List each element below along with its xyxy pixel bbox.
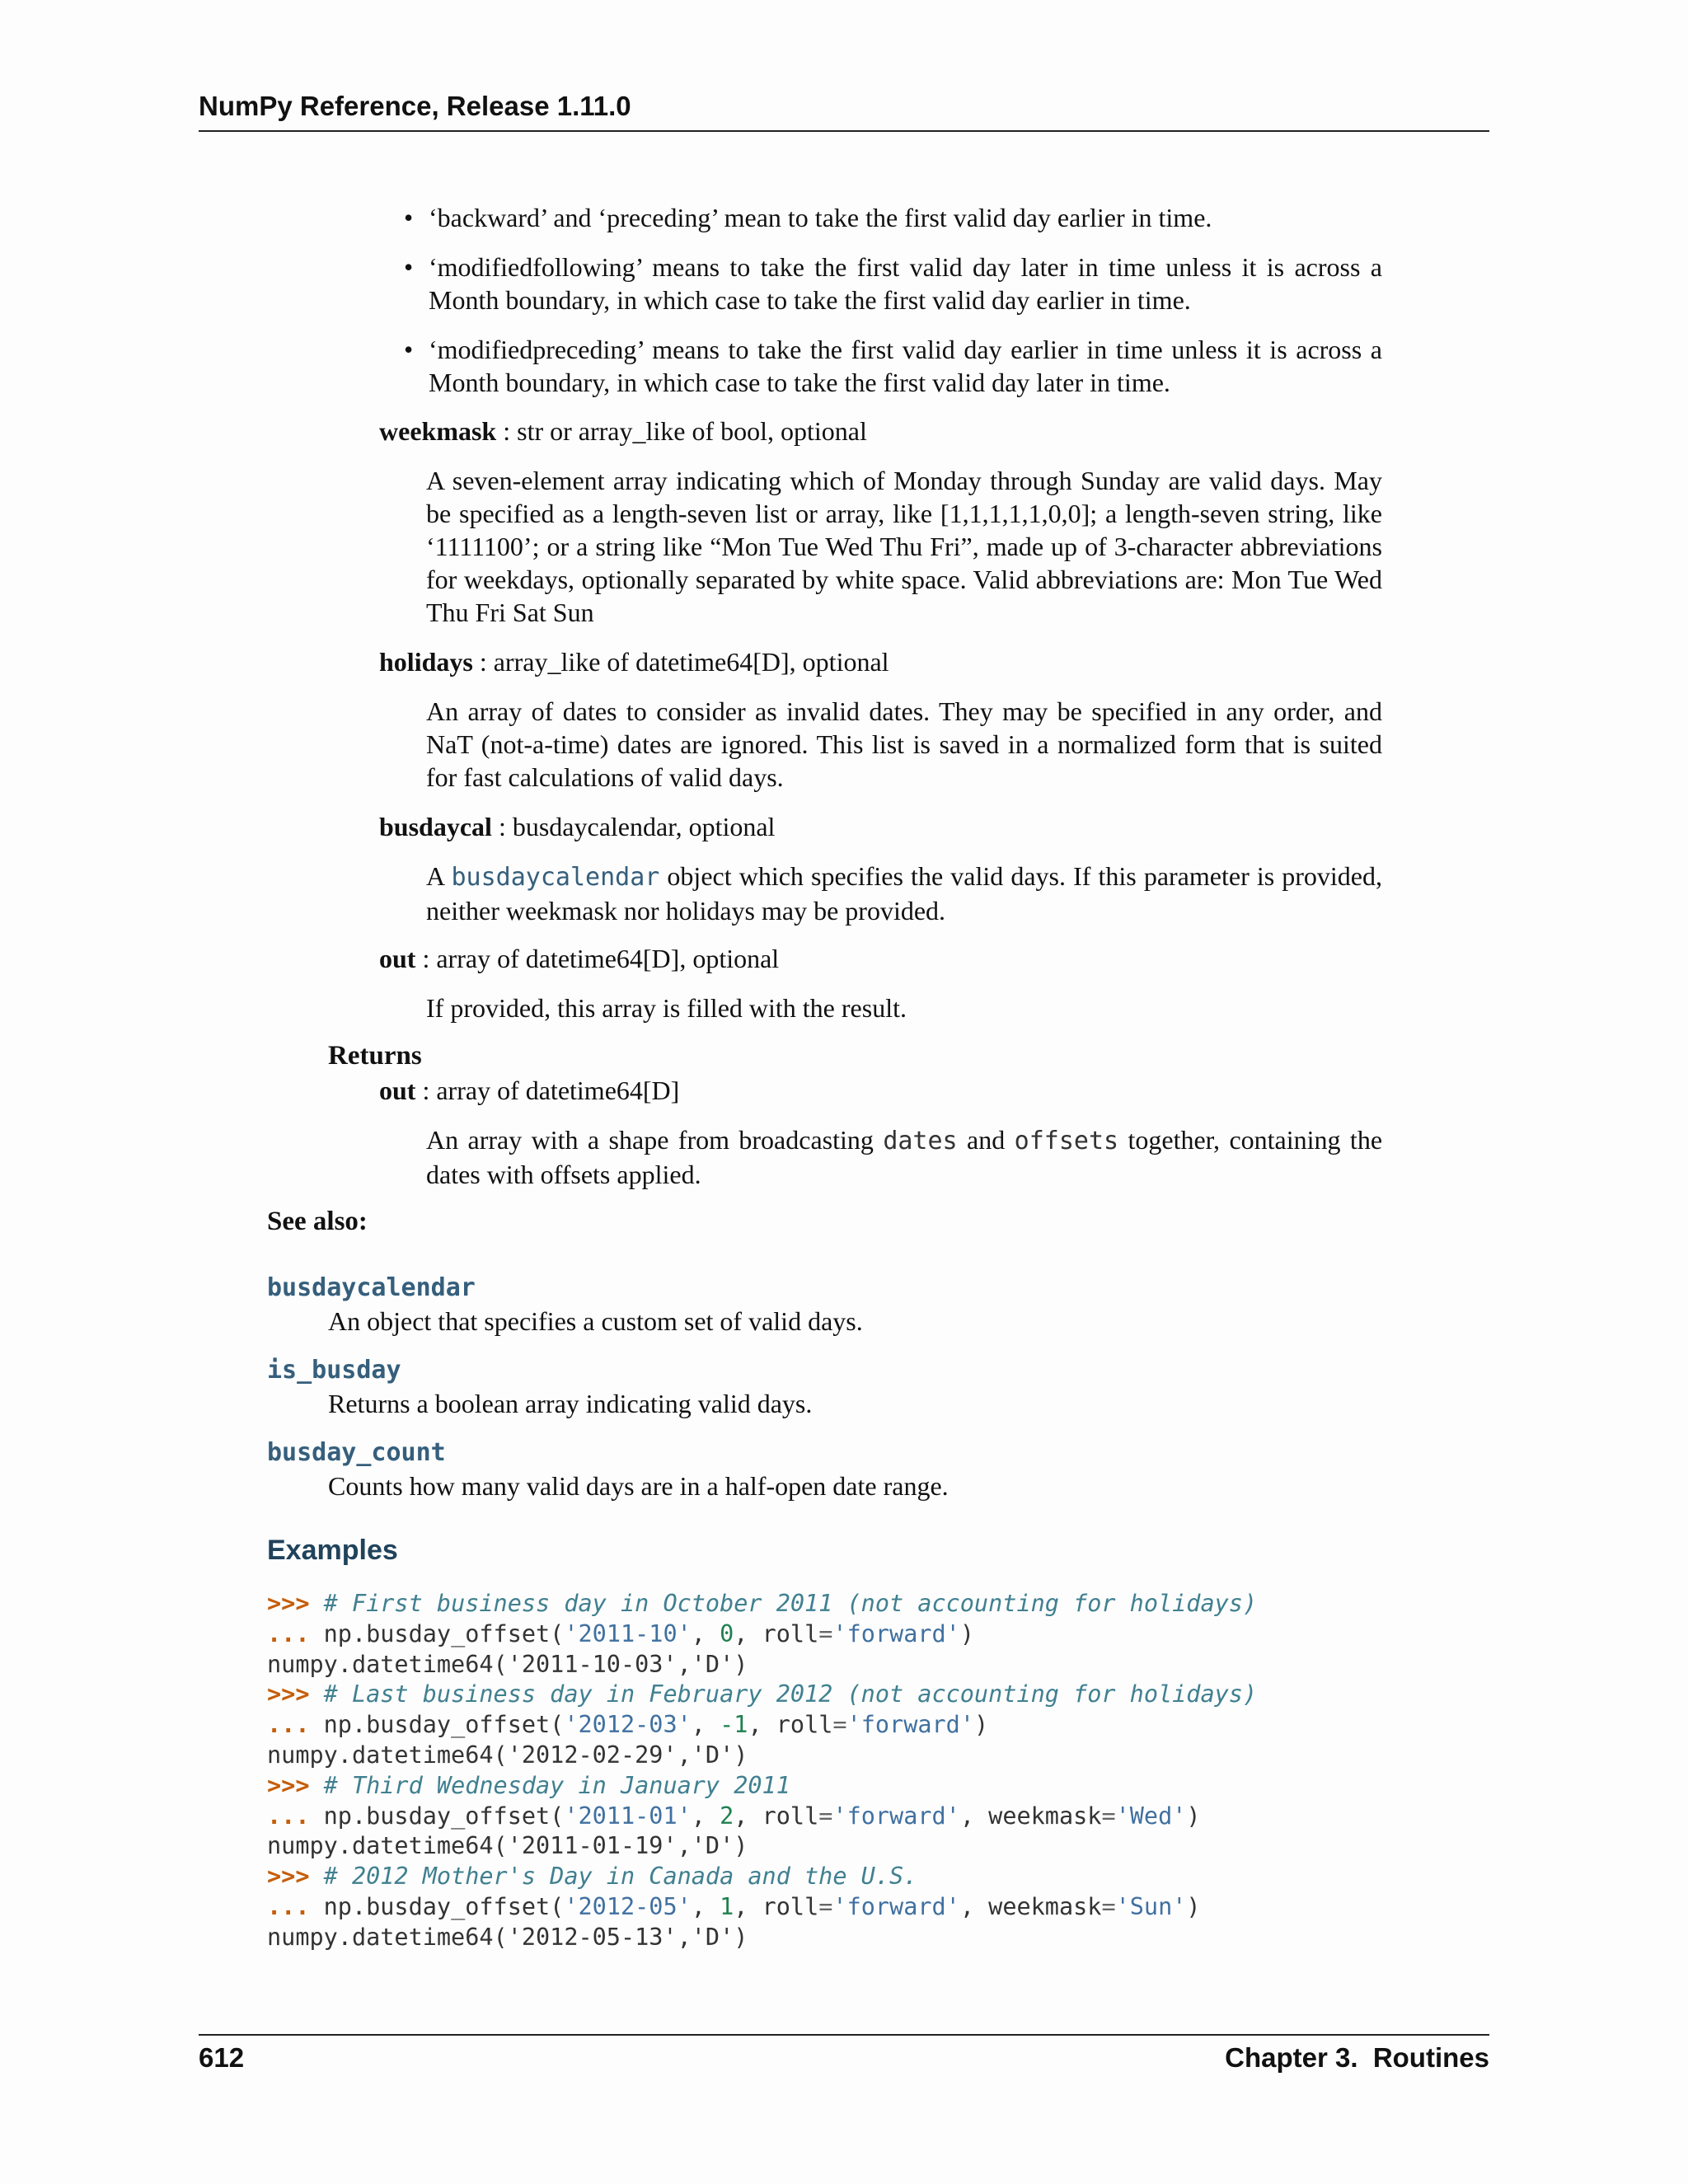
code-example-block bbox=[267, 1589, 1257, 1953]
code-token: , roll bbox=[734, 1892, 819, 1920]
footer-rule bbox=[199, 2034, 1489, 2036]
code-line bbox=[267, 1771, 1257, 1802]
code-token: , bbox=[691, 1619, 720, 1647]
code-token: >>> bbox=[267, 1590, 324, 1617]
return-name: out bbox=[379, 1076, 416, 1105]
code-token: , bbox=[691, 1892, 720, 1920]
code-token: = bbox=[1101, 1892, 1116, 1920]
code-token: '2012-05' bbox=[564, 1892, 692, 1920]
param-weekmask-desc: A seven-element array indicating which of Monday through Sunday are valid days. May be specified as a length-seven list or array, like [1,1,1,1,1,0,0]; a length-seven string, like ‘1111100’; or a string like “Mon Tue Wed Thu Fri”, made up of 3-character abbreviations for weekdays, optionally separated by white space. Valid abbreviations are: Mon Tue Wed Thu Fri Sat Sun bbox=[426, 466, 1382, 627]
code-line bbox=[267, 1892, 1257, 1923]
desc-text: together, containing the dates with offsets applied. bbox=[426, 1125, 1383, 1189]
param-type: : busdaycalendar, optional bbox=[491, 812, 776, 841]
code-token: , weekmask bbox=[959, 1892, 1102, 1920]
param-type: : str or array_like of bool, optional bbox=[496, 416, 867, 446]
code-token: = bbox=[818, 1892, 833, 1920]
see-also-desc: Counts how many valid days are in a half-open date range. bbox=[328, 1471, 949, 1501]
header-rule bbox=[199, 130, 1489, 132]
code-token: numpy.datetime64('2012-05-13','D') bbox=[267, 1923, 748, 1951]
code-token: # First business day in October 2011 (not accounting for holidays) bbox=[323, 1590, 1258, 1617]
running-header: NumPy Reference, Release 1.11.0 bbox=[199, 91, 631, 121]
code-line bbox=[267, 1831, 1257, 1862]
param-out bbox=[379, 942, 779, 975]
see-also-link-is-busday[interactable]: is_busday bbox=[267, 1356, 401, 1385]
list-item: • ‘modifiedfollowing’ means to take the first valid day later in time unless it is across a Month boundary, in which case to take the first valid day earlier in time. bbox=[429, 251, 1382, 316]
code-line bbox=[267, 1862, 1257, 1892]
see-also-desc: Returns a boolean array indicating valid days. bbox=[328, 1389, 813, 1418]
code-token: np.busday_offset( bbox=[323, 1892, 565, 1920]
code-token: 'forward' bbox=[832, 1802, 960, 1830]
code-token: 0 bbox=[720, 1619, 734, 1647]
param-name: holidays bbox=[379, 647, 473, 677]
code-token: >>> bbox=[267, 1771, 324, 1799]
inline-code: dates bbox=[883, 1127, 958, 1155]
code-token: -1 bbox=[720, 1711, 748, 1739]
code-token: numpy.datetime64('2011-10-03','D') bbox=[267, 1650, 748, 1678]
code-token: numpy.datetime64('2012-02-29','D') bbox=[267, 1741, 748, 1769]
code-token: numpy.datetime64('2011-01-19','D') bbox=[267, 1832, 748, 1860]
code-token: >>> bbox=[267, 1680, 324, 1708]
code-token: 'forward' bbox=[832, 1619, 960, 1647]
code-token: # 2012 Mother's Day in Canada and the U.S. bbox=[323, 1863, 918, 1891]
code-line bbox=[267, 1680, 1257, 1710]
inline-code: offsets bbox=[1014, 1127, 1119, 1155]
code-token: 'Wed' bbox=[1115, 1802, 1187, 1830]
code-token: 'forward' bbox=[832, 1892, 960, 1920]
see-also-link-busdaycalendar[interactable]: busdaycalendar bbox=[267, 1273, 476, 1302]
see-also-desc: An object that specifies a custom set of valid days. bbox=[328, 1306, 863, 1336]
desc-text: An array with a shape from broadcasting bbox=[426, 1125, 884, 1155]
code-token: 'forward' bbox=[846, 1711, 974, 1739]
desc-text: object which specifies the valid days. If this parameter is provided, neither weekmask nor holidays may be provided. bbox=[426, 861, 1383, 926]
param-type: : array_like of datetime64[D], optional bbox=[472, 647, 889, 677]
code-token: = bbox=[832, 1711, 847, 1739]
code-line bbox=[267, 1923, 1257, 1953]
code-line bbox=[267, 1710, 1257, 1741]
code-token: ... bbox=[267, 1711, 324, 1739]
see-also-heading: See also: bbox=[267, 1207, 368, 1236]
param-holidays-desc: An array of dates to consider as invalid dates. They may be specified in any order, and NaT (not-a-time) dates are ignored. This list is saved in a normalized form that is suited for fast calculations of valid days. bbox=[426, 696, 1382, 792]
desc-text: and bbox=[957, 1125, 1015, 1155]
code-token: np.busday_offset( bbox=[323, 1619, 565, 1647]
code-token: , bbox=[691, 1802, 720, 1830]
code-token: = bbox=[818, 1619, 833, 1647]
returns-heading: Returns bbox=[328, 1041, 422, 1071]
examples-heading: Examples bbox=[267, 1535, 398, 1566]
code-token: = bbox=[818, 1802, 833, 1830]
list-item: • ‘modifiedpreceding’ means to take the first valid day earlier in time unless it is across a Month boundary, in which case to take the first valid day later in time. bbox=[429, 333, 1382, 399]
code-token: , roll bbox=[748, 1711, 833, 1739]
code-token: np.busday_offset( bbox=[323, 1711, 565, 1739]
list-item: • ‘backward’ and ‘preceding’ mean to take the first valid day earlier in time. bbox=[429, 201, 1382, 234]
code-token: ... bbox=[267, 1619, 324, 1647]
code-token: ) bbox=[974, 1711, 989, 1739]
param-busdaycal bbox=[379, 810, 775, 843]
desc-text: A bbox=[426, 861, 452, 891]
code-token: # Third Wednesday in January 2011 bbox=[323, 1771, 790, 1799]
param-type: : array of datetime64[D], optional bbox=[415, 944, 780, 973]
code-token: ) bbox=[959, 1619, 975, 1647]
param-name: busdaycal bbox=[379, 812, 492, 841]
code-token: ... bbox=[267, 1802, 324, 1830]
code-token: ) bbox=[1186, 1802, 1201, 1830]
page-number: 612 bbox=[199, 2042, 245, 2073]
code-token: ... bbox=[267, 1892, 324, 1920]
param-out-desc: If provided, this array is filled with the result. bbox=[426, 993, 907, 1023]
code-line bbox=[267, 1589, 1257, 1619]
code-token: '2011-01' bbox=[564, 1802, 692, 1830]
code-token: '2012-03' bbox=[564, 1711, 692, 1739]
param-name: weekmask bbox=[379, 416, 497, 446]
param-holidays bbox=[379, 645, 889, 678]
code-token: , roll bbox=[734, 1619, 819, 1647]
see-also-link-busday-count[interactable]: busday_count bbox=[267, 1438, 446, 1467]
chapter-title: Chapter 3. Routines bbox=[1225, 2042, 1489, 2073]
code-token: 2 bbox=[720, 1802, 734, 1830]
param-name: out bbox=[379, 944, 416, 973]
return-type: : array of datetime64[D] bbox=[415, 1076, 680, 1105]
code-token: , weekmask bbox=[959, 1802, 1102, 1830]
code-token: , roll bbox=[734, 1802, 819, 1830]
code-token: 'Sun' bbox=[1115, 1892, 1187, 1920]
param-weekmask bbox=[379, 415, 867, 448]
code-line bbox=[267, 1802, 1257, 1832]
code-line bbox=[267, 1650, 1257, 1680]
code-line bbox=[267, 1741, 1257, 1771]
code-token: # Last business day in February 2012 (not accounting for holidays) bbox=[323, 1680, 1258, 1708]
code-token: np.busday_offset( bbox=[323, 1802, 565, 1830]
code-token: ) bbox=[1186, 1892, 1201, 1920]
code-line bbox=[267, 1619, 1257, 1650]
code-token: '2011-10' bbox=[564, 1619, 692, 1647]
code-token: , bbox=[691, 1711, 720, 1739]
roll-options-list bbox=[429, 201, 1382, 415]
busdaycalendar-link[interactable]: busdaycalendar bbox=[451, 863, 660, 892]
code-token: >>> bbox=[267, 1863, 324, 1891]
param-busdaycal-desc bbox=[426, 860, 1382, 927]
return-out-desc bbox=[426, 1123, 1382, 1191]
code-token: = bbox=[1101, 1802, 1116, 1830]
code-token: 1 bbox=[720, 1892, 734, 1920]
return-out bbox=[379, 1074, 679, 1107]
